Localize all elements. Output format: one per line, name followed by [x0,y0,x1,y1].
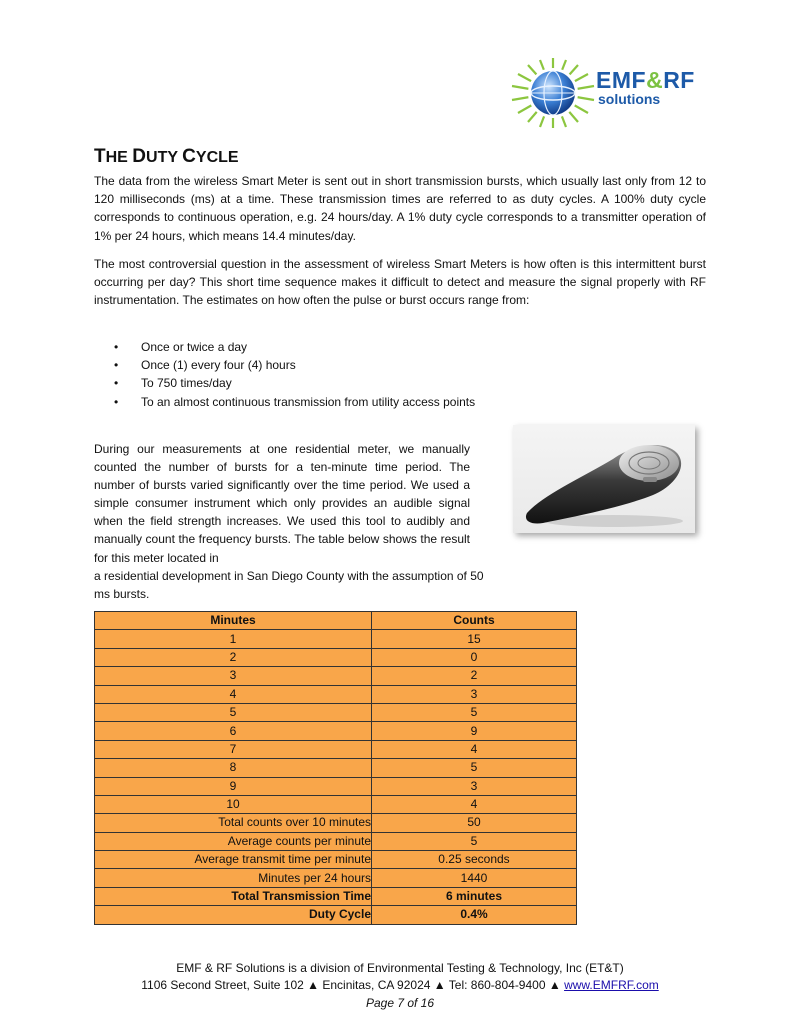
column-header-counts: Counts [372,612,577,630]
count-cell: 5 [372,759,577,777]
summary-row-total-counts [95,814,577,832]
summary-value: 0.25 seconds [372,851,577,869]
minute-cell: 10 [95,795,372,813]
triangle-separator-icon: ▲ [303,978,323,992]
table-row [95,722,577,740]
rf-meter-device-icon [513,425,695,533]
list-item: • To 750 times/day [114,374,496,392]
count-cell: 2 [372,667,577,685]
section-heading: THE DUTY CYCLE [94,146,239,167]
count-cell: 5 [372,703,577,721]
minute-cell: 5 [95,703,372,721]
footer-city: Encinitas, CA 92024 [322,978,431,992]
logo-brand-text: EMF&RF [596,67,695,93]
paragraph-measurements-tail: a residential development in San Diego County with the assumption of 50 ms bursts. [94,568,484,601]
company-logo [508,56,708,130]
summary-row-average-counts [95,832,577,850]
table-row [95,667,577,685]
logo-brand-subtitle: solutions [598,91,661,107]
summary-value: 1440 [372,869,577,887]
summary-label: Average counts per minute [95,832,372,850]
count-cell: 3 [372,777,577,795]
summary-label: Minutes per 24 hours [95,869,372,887]
minute-cell: 4 [95,685,372,703]
minute-cell: 8 [95,759,372,777]
paragraph-measurements-main: During our measurements at one residential meter, we manually counted the number of bursts for a ten-minute time period. The number of bursts varied significantly over the time period. We used a simple consumer instrument which only provides an audible signal when the field strength increases. We used this tool to audibly and manually count the frequency bursts. The table below shows the result for this meter located in [94,442,470,565]
table-row [95,685,577,703]
page-number: Page 7 of 16 [365,996,435,1010]
summary-label: Total counts over 10 minutes [95,814,372,832]
table-row [95,795,577,813]
list-item: • Once or twice a day [114,338,496,356]
footer-contact-line [0,977,800,993]
paragraph-duty-cycle-intro: The data from the wireless Smart Meter is sent out in short transmission bursts, which usually last only from 12 to 120 milliseconds (ms) at a time. These transmission times are referred to as duty cycles. A 100% duty cycle corresponds to continuous operation, e.g. 24 hours/day. A 1% duty cycle corresponds to a transmitter operation of 1% per 24 hours, which means 14.4 minutes/day. [94,174,706,243]
minute-cell: 9 [95,777,372,795]
count-cell: 15 [372,630,577,648]
summary-value: 0.4% [372,906,577,924]
minute-cell: 3 [95,667,372,685]
list-item: • To an almost continuous transmission from utility access points [114,393,496,411]
table-row [95,703,577,721]
summary-label: Total Transmission Time [95,887,372,905]
count-cell: 0 [372,648,577,666]
rf-meter-device-image [513,425,695,533]
summary-value: 5 [372,832,577,850]
footer-address: 1106 Second Street, Suite 102 [141,978,304,992]
minute-cell: 1 [95,630,372,648]
summary-row-minutes-per-day [95,869,577,887]
summary-row-total-transmission-time [95,887,577,905]
count-cell: 3 [372,685,577,703]
summary-value: 50 [372,814,577,832]
table-header-row [95,612,577,630]
column-header-minutes: Minutes [95,612,372,630]
summary-label: Average transmit time per minute [95,851,372,869]
minute-cell: 2 [95,648,372,666]
summary-row-average-transmit-time [95,851,577,869]
summary-value: 6 minutes [372,887,577,905]
triangle-separator-icon: ▲ [430,978,449,992]
minute-cell: 7 [95,740,372,758]
table-row [95,630,577,648]
summary-row-duty-cycle [95,906,577,924]
count-cell: 4 [372,740,577,758]
globe-logo-icon [508,56,598,130]
table-row [95,740,577,758]
paragraph-measurements [94,440,484,603]
footer-phone: Tel: 860-804-9400 [448,978,546,992]
summary-label: Duty Cycle [95,906,372,924]
burst-count-table [94,611,577,925]
minute-cell: 6 [95,722,372,740]
count-cell: 9 [372,722,577,740]
table-row [95,759,577,777]
list-item: • Once (1) every four (4) hours [114,356,496,374]
count-cell: 4 [372,795,577,813]
triangle-separator-icon: ▲ [545,978,565,992]
paragraph-controversial-question: The most controversial question in the assessment of wireless Smart Meters is how often is this intermittent burst occurring per day? This short time sequence makes it difficult to detect and measure the signal properly with RF instrumentation. The estimates on how often the pulse or burst occurs range from: [94,257,706,308]
footer-company-line: EMF & RF Solutions is a division of Environmental Testing & Technology, Inc (ET&T) [176,961,624,975]
table-row [95,648,577,666]
footer-website-link[interactable]: www.EMFRF.com [564,978,659,992]
burst-frequency-list [114,338,496,411]
table-row [95,777,577,795]
